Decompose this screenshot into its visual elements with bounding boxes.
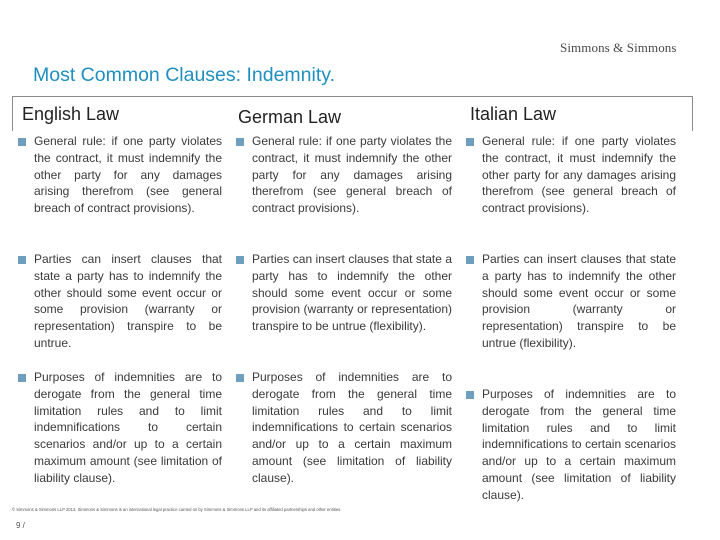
column-header-english-law: English Law [22,104,120,124]
square-bullet-icon [466,138,474,146]
list-item [236,133,452,217]
square-bullet-icon [466,391,474,399]
list-item [466,133,676,217]
square-bullet-icon [236,374,244,382]
square-bullet-icon [236,256,244,264]
square-bullet-icon [466,256,474,264]
list-item-text: Purposes of indemnities are to derogate from the general time limitation rules and to limit indemnifications to certain scenarios and/or up to a certain maximum amount (see limitation of liability clause). [252,370,452,485]
column-header-italian-law: Italian Law [470,104,557,124]
column-header-german-law: German Law [238,107,342,127]
list-item-text: Parties can insert clauses that state a party has to indemnify the other should some event occur or some provision (warranty or representation) transpire to be untrue. [34,252,222,350]
list-item [236,251,452,335]
list-item-text: General rule: if one party violates the contract, it must indemnify the other party for any damages arising therefrom (see general breach of contract provisions). [34,134,222,216]
slide-title: Most Common Clauses: Indemnity. [33,64,335,86]
copyright-footer: © Simmons & Simmons LLP 2013. Simmons & Simmons is an international legal practice carried on by Simmons & Simmons LLP and its affiliated partnerships and other entities. [12,507,342,512]
list-item-text: Parties can insert clauses that state a party has to indemnify the other should some event occur or some provision (warranty or representation) transpire to be untrue (flexibility). [482,252,676,350]
list-item [18,133,222,217]
page-number: 9 / [16,521,25,530]
list-item-text: Purposes of indemnities are to derogate from the general time limitation rules and to limit indemnifications to certain scenarios and/or up to a certain maximum amount (see limitation of liability clause). [34,370,222,485]
list-item-text: Parties can insert clauses that state a party has to indemnify the other should some event occur or some provision (warranty or representation) transpire to be untrue (flexibility). [252,252,452,334]
list-item [466,251,676,352]
square-bullet-icon [18,374,26,382]
list-item-text: Purposes of indemnities are to derogate from the general time limitation rules and to limit indemnifications to certain scenarios and/or up to a certain maximum amount (see limitation of liability clause). [482,387,676,502]
square-bullet-icon [236,138,244,146]
firm-logo: Simmons & Simmons [560,40,677,55]
list-item-text: General rule: if one party violates the contract, it must indemnify the other party for any damages arising therefrom (see general breach of contract provisions). [482,134,676,216]
square-bullet-icon [18,256,26,264]
list-item [18,369,222,487]
list-item [466,386,676,504]
square-bullet-icon [18,138,26,146]
list-item [18,251,222,352]
list-item [236,369,452,487]
list-item-text: General rule: if one party violates the contract, it must indemnify the other party for any damages arising therefrom (see general breach of contract provisions). [252,134,452,216]
